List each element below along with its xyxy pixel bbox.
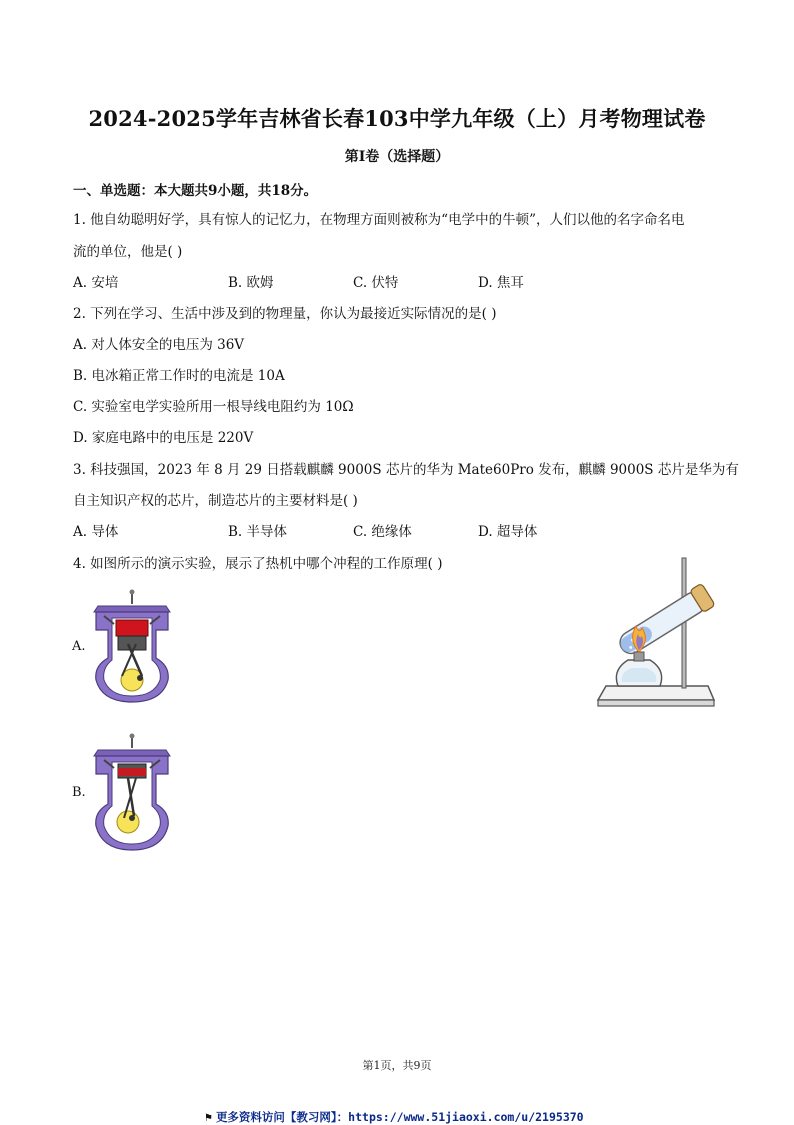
q2-stem: 2. 下列在学习、生活中涉及到的物理量，你认为最接近实际情况的是( ) xyxy=(73,306,497,322)
q1-stem-line1: 1. 他自幼聪明好学，具有惊人的记忆力，在物理方面则被称为“电学中的牛顿”，人们以他的名字命名电 xyxy=(73,212,685,228)
q3-option-a: A. 导体 xyxy=(73,524,119,540)
q3-option-b: B. 半导体 xyxy=(228,524,288,540)
engine-diagram-a xyxy=(90,588,174,706)
q3-option-d: D. 超导体 xyxy=(478,524,538,540)
q4-option-b-label: B. xyxy=(72,785,86,800)
q2-option-a: A. 对人体安全的电压为 36V xyxy=(73,337,245,353)
q2-option-c: C. 实验室电学实验所用一根导线电阻约为 10Ω xyxy=(73,399,354,415)
test-tube-experiment-figure xyxy=(592,552,724,714)
q4-option-a-label: A. xyxy=(72,639,86,654)
section-heading: 一、单选题：本大题共9小题，共18分。 xyxy=(73,183,318,199)
q4-stem: 4. 如图所示的演示实验，展示了热机中哪个冲程的工作原理( ) xyxy=(73,556,443,572)
q1-option-c: C. 伏特 xyxy=(353,275,399,291)
flag-icon: ⚑ xyxy=(205,1110,212,1124)
q3-stem-line2: 自主知识产权的芯片，制造芯片的主要材料是( ) xyxy=(73,493,358,509)
page-title: 2024-2025学年吉林省长春103中学九年级（上）月考物理试卷 xyxy=(88,106,706,131)
q2-option-d: D. 家庭电路中的电压是 220V xyxy=(73,430,254,446)
q2-option-b: B. 电冰箱正常工作时的电流是 10A xyxy=(73,368,285,384)
page-subtitle: 第I卷（选择题） xyxy=(344,149,450,165)
q1-stem-line2: 流的单位，他是( ) xyxy=(73,244,183,260)
q1-option-d: D. 焦耳 xyxy=(478,275,524,291)
q3-stem-line1: 3. 科技强国，2023 年 8 月 29 日搭载麒麟 9000S 芯片的华为 Mate60Pro 发布，麒麟 9000S 芯片是华为有 xyxy=(73,462,739,478)
promo-link[interactable] xyxy=(205,1109,584,1125)
q1-option-a: A. 安培 xyxy=(73,275,119,291)
engine-diagram-b xyxy=(90,732,174,854)
page-footer: 第1页，共9页 xyxy=(362,1059,432,1072)
promo-text: 更多资料访问【教习网】：https://www.51jiaoxi.com/u/2195370 xyxy=(215,1110,584,1124)
q3-option-c: C. 绝缘体 xyxy=(353,524,412,540)
q1-option-b: B. 欧姆 xyxy=(228,275,274,291)
